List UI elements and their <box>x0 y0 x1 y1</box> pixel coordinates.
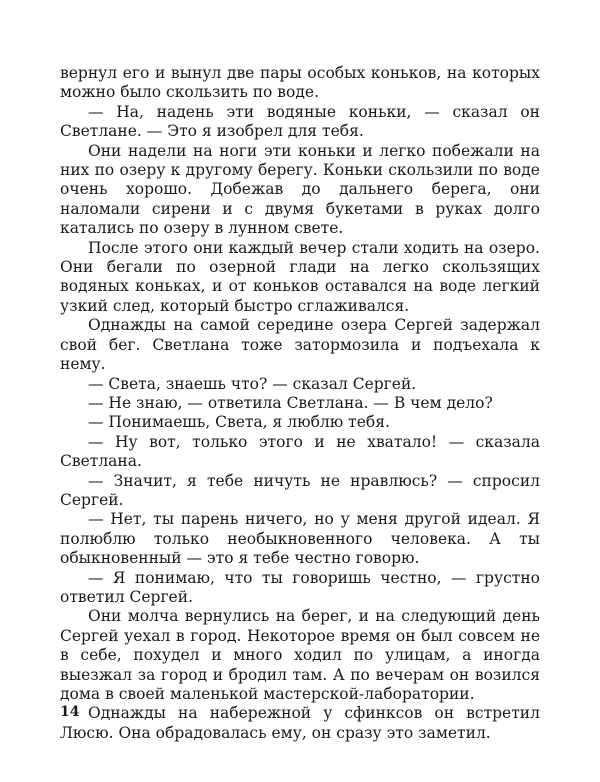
paragraph: вернул его и вынул две пары особых коньков, на которых можно было скользить по воде. <box>60 64 540 102</box>
paragraph: — Понимаешь, Света, я люблю тебя. <box>88 413 390 432</box>
paragraph: Они надели на ноги эти коньки и легко побежали на них по озеру к другому берегу. Коньки скользили по воде очень хорошо. Добежав до дальнего берега, они наломали сирени и с двумя букетами в руках долго катались по озеру в лунном свете. <box>60 141 540 238</box>
paragraph: Однажды на набережной у сфинксов он встретил Люсю. Она обрадовалась ему, он сразу это заметил. <box>60 704 540 742</box>
paragraph: — Ну вот, только этого и не хватало! — сказала Светлана. <box>60 432 540 471</box>
paragraph: — На, надень эти водяные коньки, — сказал он Светлане. — Это я изобрел для тебя. <box>60 102 540 141</box>
page-number: 14 <box>60 704 80 720</box>
paragraph: — Света, знаешь что? — сказал Сергей. <box>88 374 417 393</box>
paragraph: Они молча вернулись на берег, и на следующий день Сергей уехал в город. Некоторое время он был совсем не в себе, похудел и много ходил по улицам, а иногда выезжал за город и бродил там. А по вечерам он возился дома в своей маленькой мастерской-лаборатории. <box>60 607 540 703</box>
paragraph: Однажды на самой середине озера Сергей задержал свой бег. Светлана тоже затормозила и подъехала к нему. <box>60 316 540 374</box>
paragraph: После этого они каждый вечер стали ходить на озеро. Они бегали по озерной глади на легко скользящих водяных коньках, и от коньков оставался на воде легкий узкий след, который быстро сглаживался. <box>60 238 540 315</box>
paragraph: — Не знаю, — ответила Светлана. — В чем дело? <box>88 393 493 412</box>
paragraph: — Нет, ты парень ничего, но у меня другой идеал. Я полюблю только необыкновенного человека. А ты обыкновенный — это я тебе честно говорю. <box>60 510 540 568</box>
paragraph: — Я понимаю, что ты говоришь честно, — грустно ответил Сергей. <box>60 568 540 606</box>
paragraph: — Значит, я тебе ничуть не нравлюсь? — спросил Сергей. <box>60 471 540 509</box>
body-text <box>60 64 540 743</box>
